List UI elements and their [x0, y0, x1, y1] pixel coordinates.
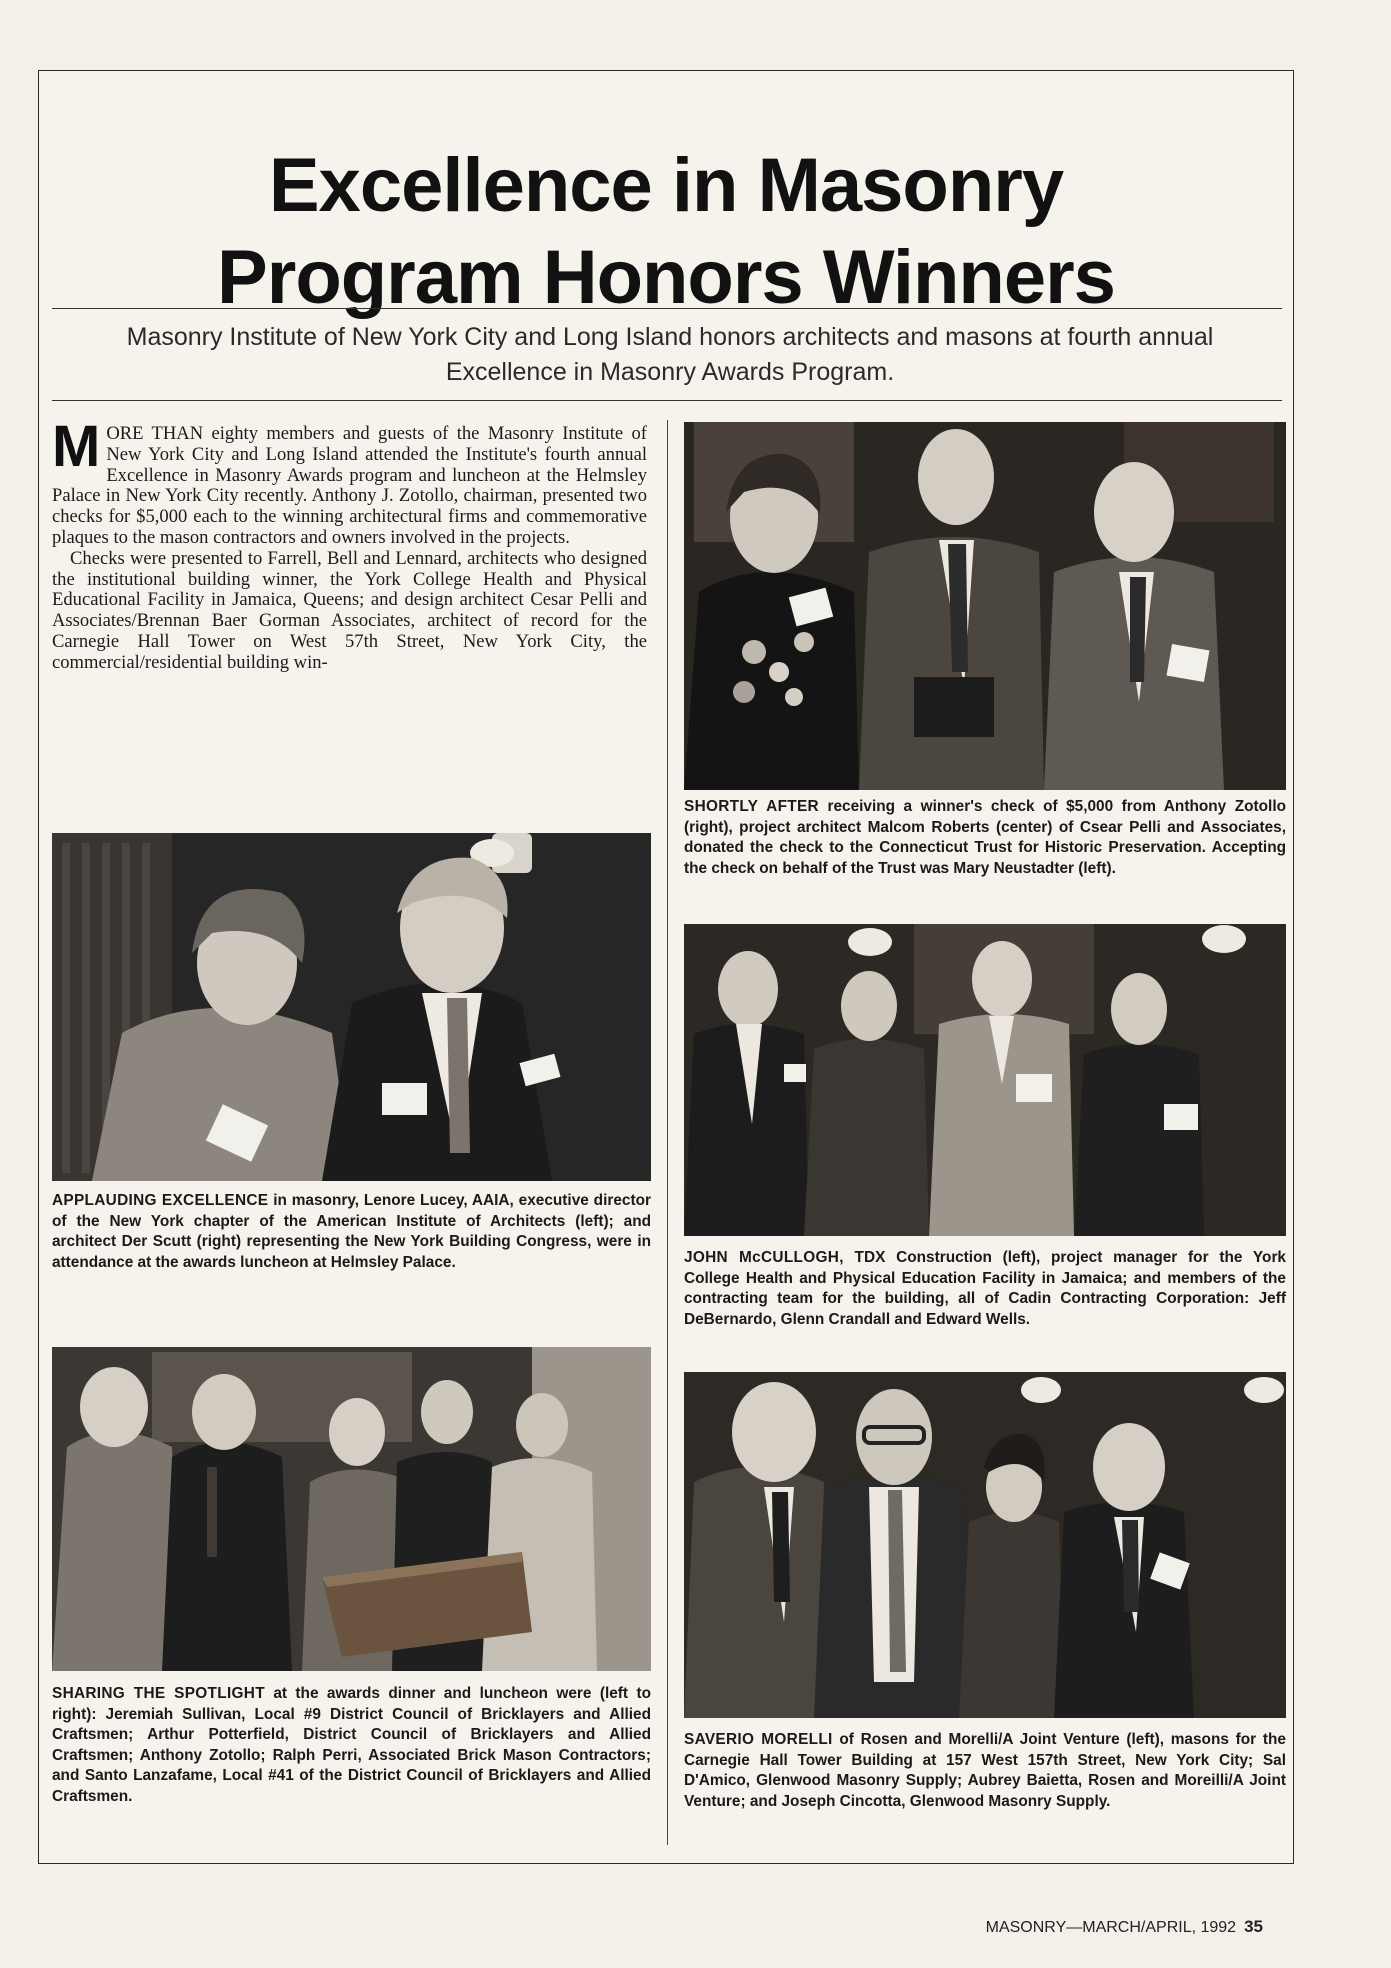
caption-saverio-morelli [684, 1730, 1286, 1812]
caption-text: in masonry, Lenore Lucey, AAIA, executive director of the New York chapter of the American Institute of Architects (left); and architect Der Scutt (right) representing the New York Building Congress, were in attendance at the awards luncheon at Helmsley Palace. [52, 1192, 651, 1271]
title-rule [52, 308, 1282, 309]
photo-image [52, 833, 651, 1181]
column-divider [667, 420, 668, 1845]
caption-shortly-after [684, 797, 1286, 879]
drop-cap: M [52, 414, 101, 479]
page-number: 35 [1244, 1917, 1263, 1936]
photo-image [684, 1372, 1286, 1718]
caption-lead: SHARING THE SPOTLIGHT [52, 1685, 265, 1702]
photo-image [684, 924, 1286, 1236]
photo-image [52, 1347, 651, 1671]
photo-sharing-the-spotlight [52, 1347, 651, 1671]
paragraph-2: Checks were presented to Farrell, Bell and Lennard, architects who designed the institutional building winner, the York College Health and Physical Educational Facility in Jamaica, Queens; and design architect Cesar Pelli and Associates/Brennan Baer Gorman Associates, architect of record for the Carnegie Hall Tower on West 57th Street, New York City, the commercial/residential building win- [52, 547, 647, 673]
article-body [52, 414, 647, 674]
caption-lead: APPLAUDING EXCELLENCE [52, 1192, 269, 1209]
photo-image [684, 422, 1286, 790]
article-title [38, 140, 1294, 324]
paragraph-1-text: ORE THAN eighty members and guests of the Masonry Institute of New York City and Long Island attended the Institute's fourth annual Excellence in Masonry Awards program and luncheon at the Helmsley Palace in New York City recently. Anthony J. Zotollo, chairman, presented two checks for $5,000 each to the winning architectural firms and commemorative plaques to the mason contractors and owners involved in the projects. [52, 423, 647, 548]
title-line-2: Program Honors Winners [217, 235, 1115, 320]
paragraph-1 [52, 414, 647, 549]
photo-applauding-excellence [52, 833, 651, 1181]
caption-text: TDX Construction (left), project manager for the York College Health and Physical Education Facility in Jamaica; and members of the contracting team for the building, all of Cadin Contracting Corporation: Jeff DeBernardo, Glenn Crandall and Edward Wells. [684, 1249, 1286, 1328]
caption-john-mccullogh [684, 1248, 1286, 1330]
publication-line: MASONRY—MARCH/APRIL, 1992 [985, 1919, 1237, 1936]
caption-text: of Rosen and Morelli/A Joint Venture (left), masons for the Carnegie Hall Tower Building at 157 West 157th Street, New York City; Sal D'Amico, Glenwood Masonry Supply; Aubrey Baietta, Rosen and Moreilli/A Joint Venture; and Joseph Cincotta, Glenwood Masonry Supply. [684, 1731, 1286, 1810]
page-footer [986, 1917, 1263, 1937]
photo-saverio-morelli [684, 1372, 1286, 1718]
caption-text: at the awards dinner and luncheon were (left to right): Jeremiah Sullivan, Local #9 District Council of Bricklayers and Allied Craftsmen; Arthur Potterfield, District Council of Bricklayers and Allied Craftsmen; Anthony Zotollo; Ralph Perri, Associated Brick Mason Contractors; and Santo Lanzafame, Local #41 of the District Council of Bricklayers and Allied Craftsmen. [52, 1685, 651, 1805]
caption-applauding-excellence [52, 1191, 651, 1273]
title-line-1: Excellence in Masonry [268, 143, 1064, 228]
caption-text: receiving a winner's check of $5,000 from Anthony Zotollo (right), project architect Malcom Roberts (center) of Csear Pelli and Associates, donated the check to the Connecticut Trust for Historic Preservation. Accepting the check on behalf of the Trust was Mary Neustadter (left). [684, 798, 1286, 877]
caption-lead: JOHN McCULLOGH, [684, 1249, 844, 1266]
photo-shortly-after [684, 422, 1286, 790]
caption-lead: SHORTLY AFTER [684, 798, 819, 815]
deck-rule [52, 400, 1282, 401]
photo-john-mccullogh [684, 924, 1286, 1236]
caption-lead: SAVERIO MORELLI [684, 1731, 833, 1748]
article-deck: Masonry Institute of New York City and Long Island honors architects and masons at fourth annual Excellence in Masonry Awards Program. [126, 323, 1214, 386]
caption-sharing-the-spotlight [52, 1684, 651, 1807]
